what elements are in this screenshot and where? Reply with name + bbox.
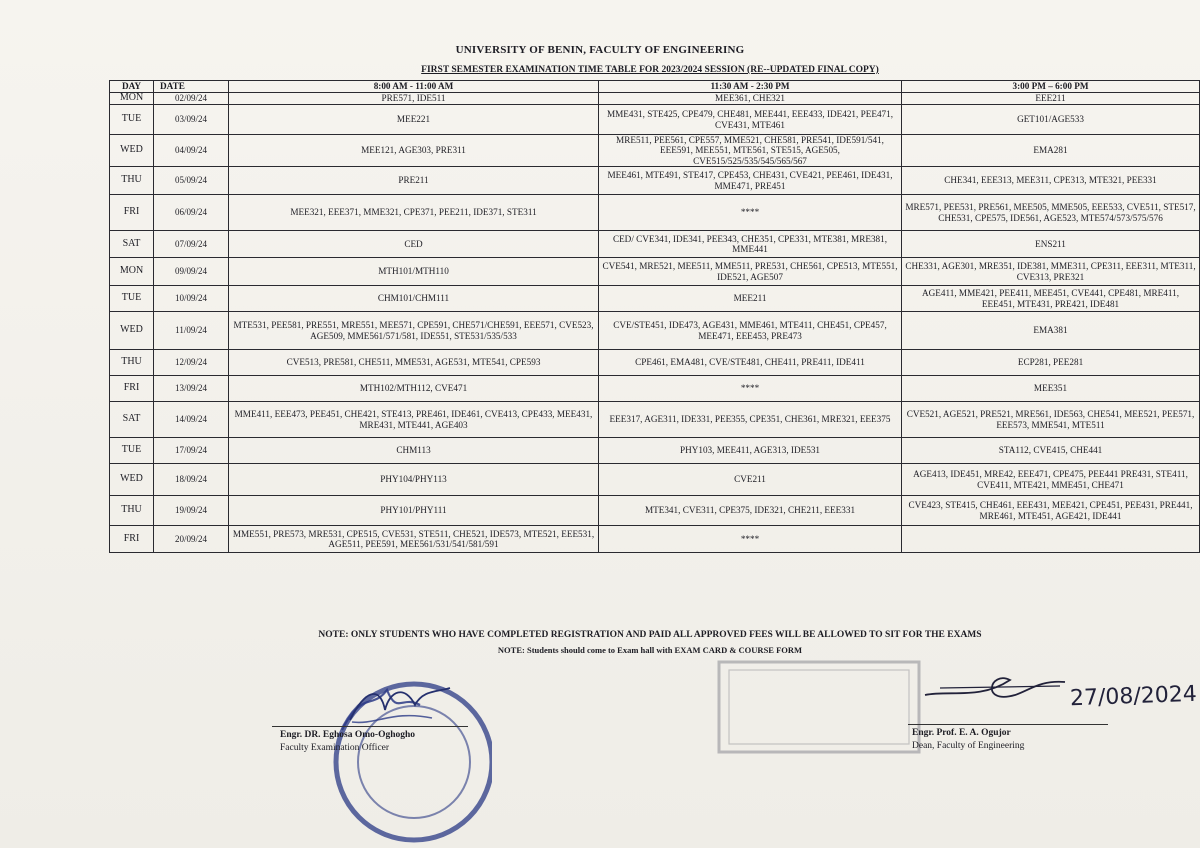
document-title: UNIVERSITY OF BENIN, FACULTY OF ENGINEERING (455, 44, 745, 56)
table-row (110, 526, 1200, 553)
row-slot-afternoon: CVE521, AGE521, PRE521, MRE561, IDE563, CHE541, MEE521, PEE571, EEE573, MME541, MTE511 (902, 402, 1200, 438)
left-signatory-name: Engr. DR. Eghosa Omo-Oghogho (280, 730, 416, 740)
row-slot-afternoon: MRE571, PEE531, PRE561, MEE505, MME505, EEE533, CVE511, STE517, CHE531, CPE575, IDE561, AGE523, MTE574/573/575/576 (902, 195, 1200, 231)
row-date: 20/09/24 (154, 526, 229, 553)
row-date: 11/09/24 (154, 312, 229, 350)
row-day: TUE (110, 105, 154, 135)
right-signatory (912, 727, 1024, 753)
row-slot-midday: MME431, STE425, CPE479, CHE481, MEE441, EEE433, IDE421, PEE471, CVE431, MTE461 (599, 105, 902, 135)
row-date: 06/09/24 (154, 195, 229, 231)
row-slot-afternoon: STA112, CVE415, CHE441 (902, 438, 1200, 464)
table-row (110, 258, 1200, 286)
row-slot-midday: **** (599, 195, 902, 231)
row-day: THU (110, 167, 154, 195)
row-day: MON (110, 93, 154, 105)
row-slot-morning: MEE321, EEE371, MME321, CPE371, PEE211, IDE371, STE311 (229, 195, 599, 231)
row-date: 03/09/24 (154, 105, 229, 135)
row-slot-midday: CPE461, EMA481, CVE/STE481, CHE411, PRE411, IDE411 (599, 350, 902, 376)
right-signature-line (908, 724, 1108, 725)
row-slot-morning: CED (229, 231, 599, 258)
row-slot-afternoon: MEE351 (902, 376, 1200, 402)
row-slot-midday: EEE317, AGE311, IDE331, PEE355, CPE351, CHE361, MRE321, EEE375 (599, 402, 902, 438)
row-slot-morning: MME551, PRE573, MRE531, CPE515, CVE531, STE511, CHE521, IDE573, MTE521, EEE531, AGE511, PEE591, MEE561/531/541/581/591 (229, 526, 599, 553)
row-slot-midday: CED/ CVE341, IDE341, PEE343, CHE351, CPE331, MTE381, MRE381, MME441 (599, 231, 902, 258)
note-registration: NOTE: ONLY STUDENTS WHO HAVE COMPLETED REGISTRATION AND PAID ALL APPROVED FEES WILL BE ALLOWED TO SIT FOR THE EXAMS (318, 630, 982, 640)
row-slot-midday: MRE511, PEE561, CPE557, MME521, CHE581, PRE541, IDE591/541, EEE591, MEE551, MTE561, STE515, AGE505, CVE515/525/535/545/565/567 (599, 135, 902, 167)
row-day: WED (110, 464, 154, 496)
row-slot-morning: MTE531, PEE581, PRE551, MRE551, MEE571, CPE591, CHE571/CHE591, EEE571, CVE523, AGE509, MME561/571/581, IDE551, STE531/535/533 (229, 312, 599, 350)
row-date: 10/09/24 (154, 286, 229, 312)
row-slot-afternoon: AGE413, IDE451, MRE42, EEE471, CPE475, PEE441 PRE431, STE411, CVE411, MTE421, MME451, CHE471 (902, 464, 1200, 496)
row-date: 17/09/24 (154, 438, 229, 464)
note-exam-card: NOTE: Students should come to Exam hall with EXAM CARD & COURSE FORM (497, 645, 803, 655)
row-slot-afternoon: ENS211 (902, 231, 1200, 258)
row-slot-morning: MTH102/MTH112, CVE471 (229, 376, 599, 402)
row-slot-afternoon: CHE341, EEE313, MEE311, CPE313, MTE321, PEE331 (902, 167, 1200, 195)
table-row (110, 105, 1200, 135)
row-slot-morning: MEE221 (229, 105, 599, 135)
row-slot-morning: CHM101/CHM111 (229, 286, 599, 312)
row-slot-morning: PRE571, IDE511 (229, 93, 599, 105)
left-signatory-title: Faculty Examination Officer (280, 743, 390, 753)
row-slot-afternoon: AGE411, MME421, PEE411, MEE451, CVE441, CPE481, MRE411, EEE451, MTE431, PRE421, IDE481 (902, 286, 1200, 312)
row-date: 07/09/24 (154, 231, 229, 258)
row-date: 09/09/24 (154, 258, 229, 286)
row-day: FRI (110, 195, 154, 231)
header-date: DATE (154, 81, 229, 93)
row-slot-midday: CVE211 (599, 464, 902, 496)
row-date: 14/09/24 (154, 402, 229, 438)
row-slot-afternoon: EEE211 (902, 93, 1200, 105)
row-slot-midday: MEE211 (599, 286, 902, 312)
exam-timetable (109, 80, 1200, 553)
row-day: SAT (110, 402, 154, 438)
table-row (110, 167, 1200, 195)
row-date: 18/09/24 (154, 464, 229, 496)
header-slot-afternoon: 3:00 PM – 6:00 PM (902, 81, 1200, 93)
header-slot-midday: 11:30 AM - 2:30 PM (599, 81, 902, 93)
table-row (110, 231, 1200, 258)
row-date: 12/09/24 (154, 350, 229, 376)
table-row (110, 464, 1200, 496)
table-row (110, 312, 1200, 350)
right-signature (920, 660, 1070, 720)
row-slot-afternoon: EMA381 (902, 312, 1200, 350)
row-day: FRI (110, 376, 154, 402)
row-day: SAT (110, 231, 154, 258)
row-slot-morning: MME411, EEE473, PEE451, CHE421, STE413, PRE461, IDE461, CVE413, CPE433, MEE431, MRE431, MTE441, AGE403 (229, 402, 599, 438)
row-slot-afternoon: CHE331, AGE301, MRE351, IDE381, MME311, CPE311, EEE311, MTE311, CVE313, PRE321 (902, 258, 1200, 286)
table-row (110, 350, 1200, 376)
timetable-body (110, 93, 1200, 553)
table-row (110, 93, 1200, 105)
row-day: WED (110, 312, 154, 350)
row-date: 04/09/24 (154, 135, 229, 167)
left-signature-line (272, 726, 468, 727)
right-signatory-title: Dean, Faculty of Engineering (912, 741, 1025, 751)
row-date: 02/09/24 (154, 93, 229, 105)
row-slot-midday: MTE341, CVE311, CPE375, IDE321, CHE211, EEE331 (599, 496, 902, 526)
dean-office-stamp (705, 652, 945, 764)
row-slot-morning: PHY101/PHY111 (229, 496, 599, 526)
row-slot-midday: CVE/STE451, IDE473, AGE431, MME461, MTE411, CHE451, CPE457, MEE471, EEE453, PRE473 (599, 312, 902, 350)
table-row (110, 195, 1200, 231)
row-day: MON (110, 258, 154, 286)
row-slot-midday: **** (599, 376, 902, 402)
header-day: DAY (110, 81, 154, 93)
table-row (110, 438, 1200, 464)
left-signature (345, 680, 455, 730)
document-subtitle: FIRST SEMESTER EXAMINATION TIME TABLE FOR 2023/2024 SESSION (RE--UPDATED FINAL COPY) (421, 65, 879, 75)
table-row (110, 135, 1200, 167)
row-slot-afternoon (902, 526, 1200, 553)
row-date: 13/09/24 (154, 376, 229, 402)
row-day: THU (110, 496, 154, 526)
row-slot-midday: PHY103, MEE411, AGE313, IDE531 (599, 438, 902, 464)
row-slot-morning: CHM113 (229, 438, 599, 464)
row-date: 05/09/24 (154, 167, 229, 195)
table-header-row (110, 81, 1200, 93)
row-slot-morning: MTH101/MTH110 (229, 258, 599, 286)
row-slot-morning: CVE513, PRE581, CHE511, MME531, AGE531, MTE541, CPE593 (229, 350, 599, 376)
table-row (110, 286, 1200, 312)
header-slot-morning: 8:00 AM - 11:00 AM (229, 81, 599, 93)
row-day: FRI (110, 526, 154, 553)
row-date: 19/09/24 (154, 496, 229, 526)
row-slot-afternoon: GET101/AGE533 (902, 105, 1200, 135)
table-row (110, 402, 1200, 438)
row-day: TUE (110, 438, 154, 464)
table-row (110, 376, 1200, 402)
row-slot-afternoon: ECP281, PEE281 (902, 350, 1200, 376)
row-slot-midday: **** (599, 526, 902, 553)
row-slot-midday: MEE361, CHE321 (599, 93, 902, 105)
row-slot-morning: PRE211 (229, 167, 599, 195)
row-slot-morning: MEE121, AGE303, PRE311 (229, 135, 599, 167)
row-slot-midday: MEE461, MTE491, STE417, CPE453, CHE431, CVE421, PEE461, IDE431, MME471, PRE451 (599, 167, 902, 195)
handwritten-date: 27/08/2024 (1069, 681, 1198, 712)
row-slot-afternoon: EMA281 (902, 135, 1200, 167)
row-slot-morning: PHY104/PHY113 (229, 464, 599, 496)
row-slot-afternoon: CVE423, STE415, CHE461, EEE431, MEE421, CPE451, PEE431, PRE441, MRE461, MTE451, AGE421, IDE441 (902, 496, 1200, 526)
left-signatory (280, 729, 415, 755)
table-row (110, 496, 1200, 526)
row-day: THU (110, 350, 154, 376)
right-signatory-name: Engr. Prof. E. A. Ogujor (912, 728, 1011, 738)
row-day: TUE (110, 286, 154, 312)
row-day: WED (110, 135, 154, 167)
row-slot-midday: CVE541, MRE521, MEE511, MME511, PRE531, CHE561, CPE513, MTE551, IDE521, AGE507 (599, 258, 902, 286)
